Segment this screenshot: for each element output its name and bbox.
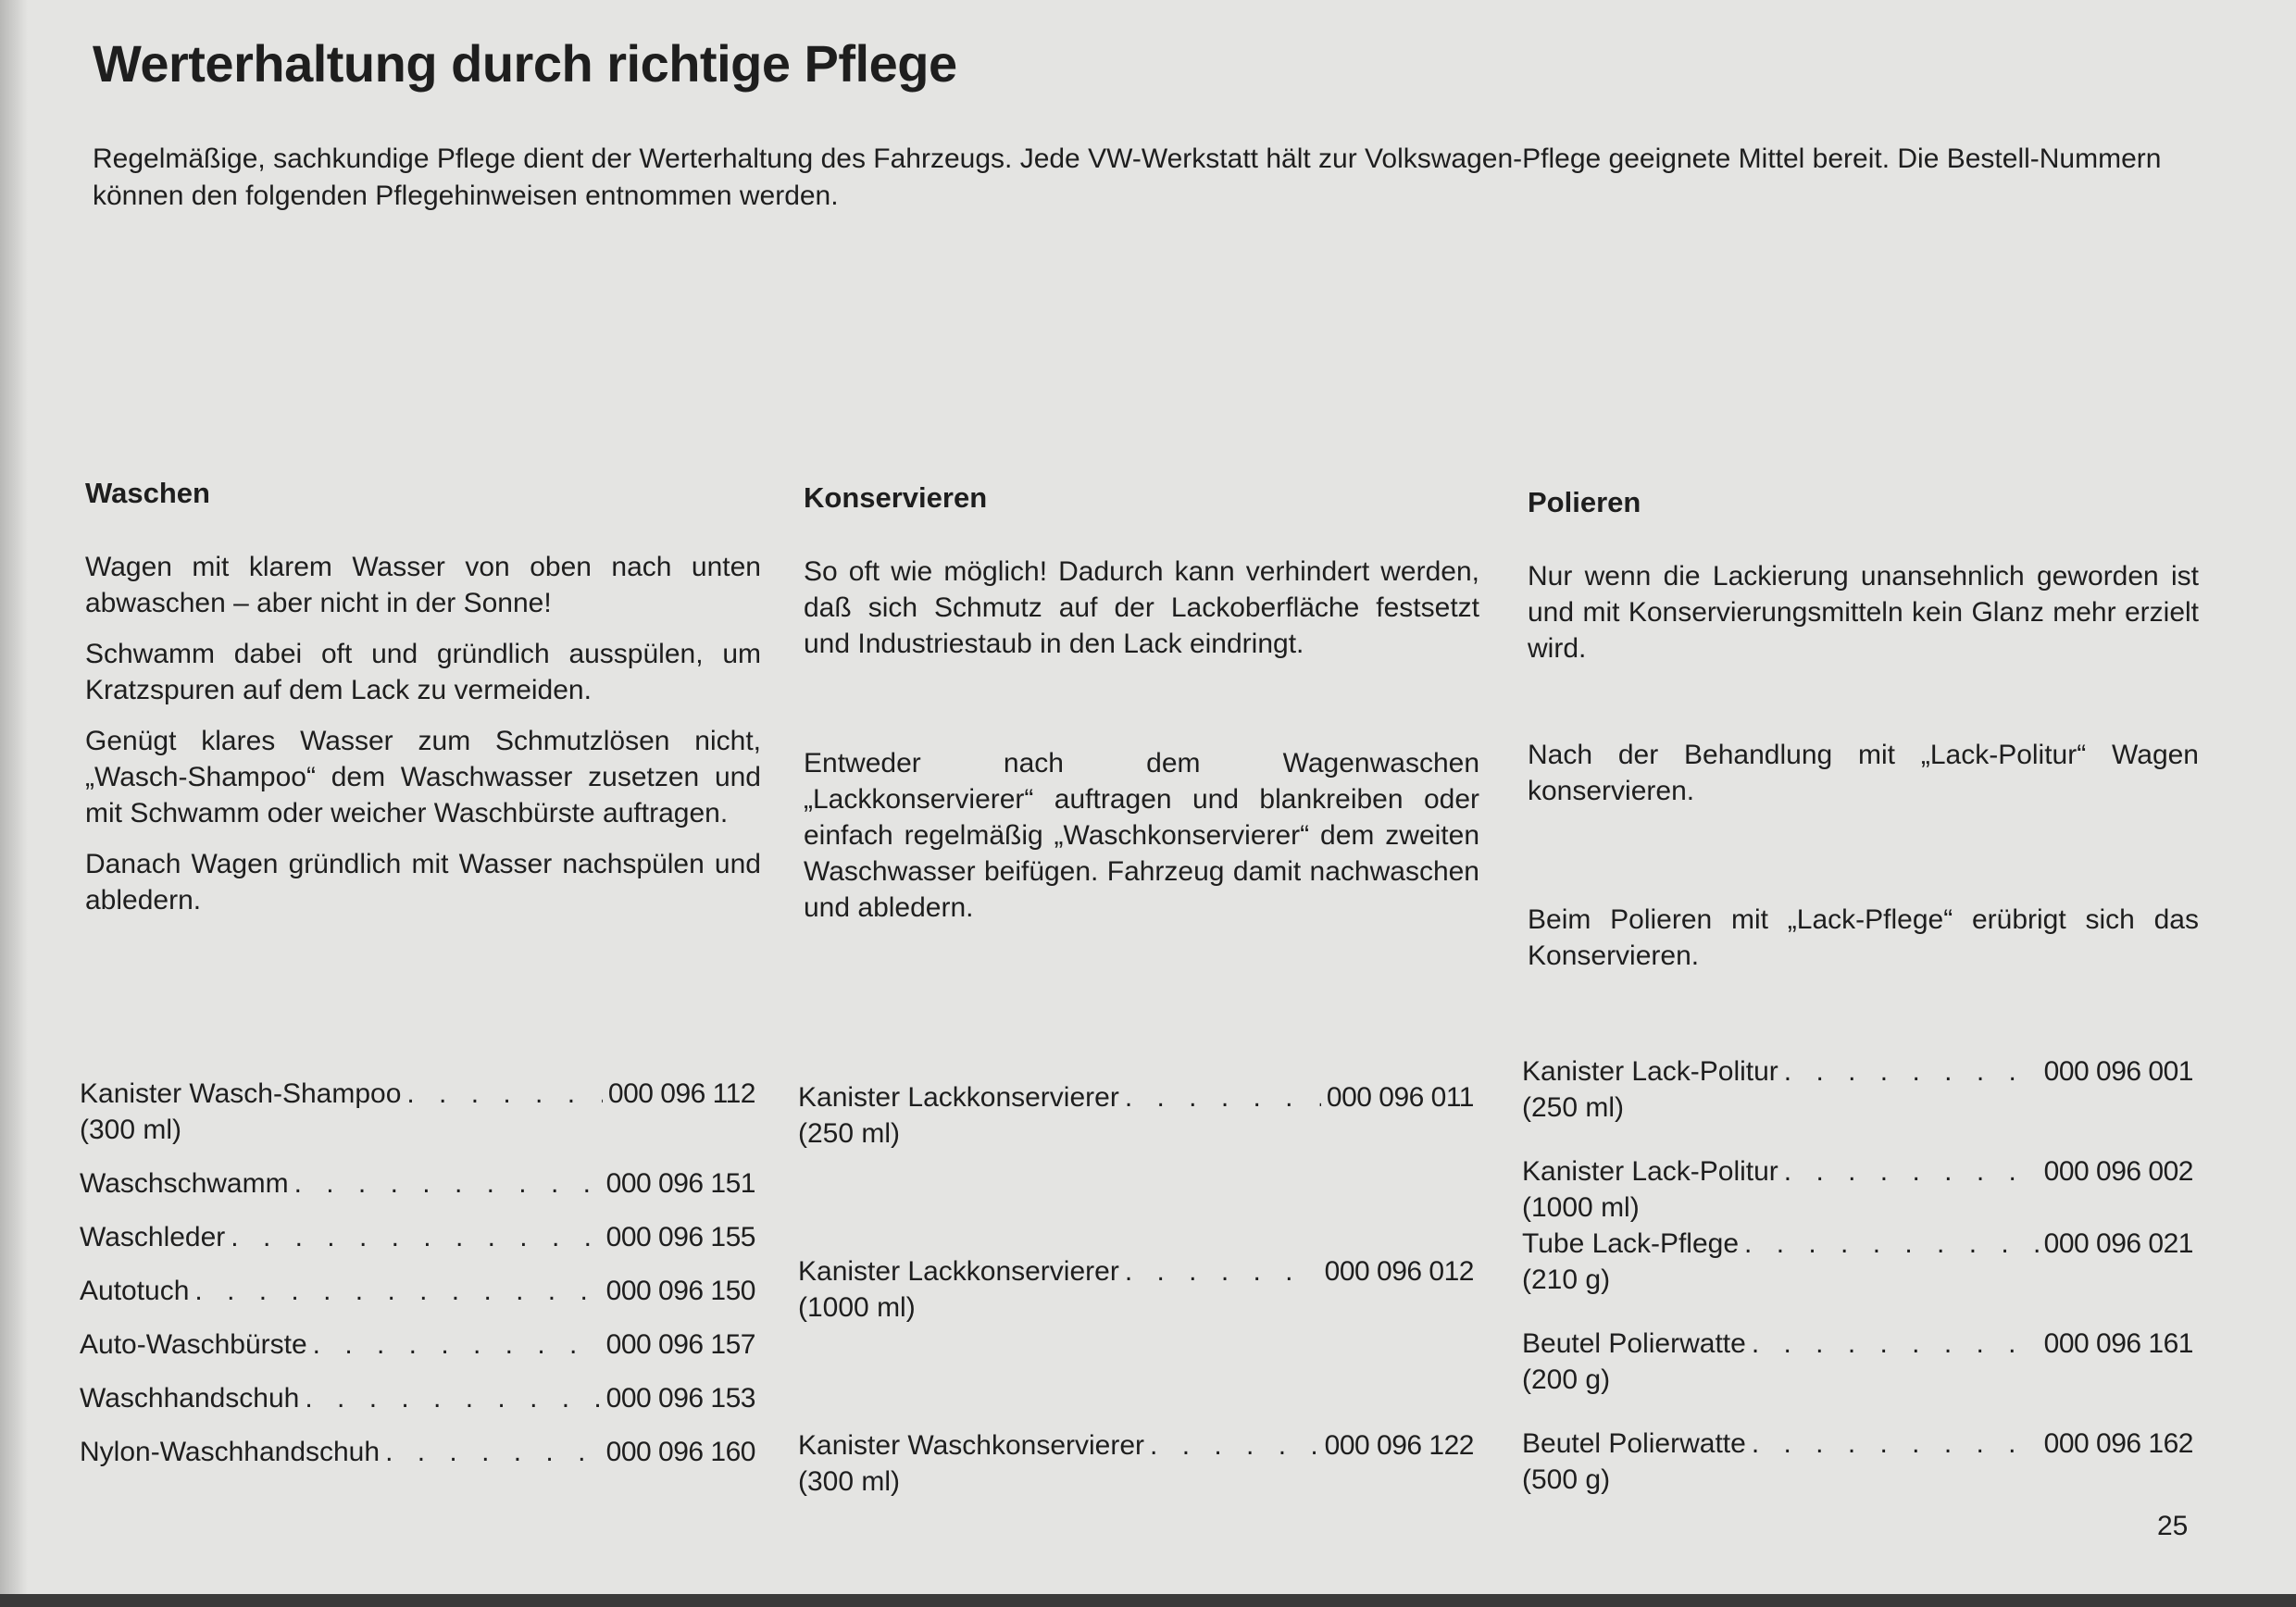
product-item	[80, 1380, 755, 1416]
product-name: Kanister Lackkonservierer	[798, 1256, 1119, 1287]
product-name: Kanister Lack-Politur	[1522, 1156, 1778, 1187]
product-item	[80, 1273, 755, 1309]
product-row	[1522, 1426, 2193, 1462]
product-size: (1000 ml)	[1522, 1192, 1640, 1223]
order-number: 000 096 122	[1324, 1430, 1474, 1461]
product-name: Kanister Lack-Politur	[1522, 1056, 1778, 1087]
dot-leader	[1784, 1053, 2039, 1090]
product-item	[80, 1076, 755, 1148]
product-row	[798, 1079, 1474, 1115]
product-item	[80, 1219, 755, 1255]
page-edge-shadow	[0, 0, 28, 1607]
body-paragraph: So oft wie möglich! Dadurch kann verhindert werden, daß sich Schmutz auf der Lackoberfläche festsetzt und Industriestaub in den Lack eindringt.	[804, 556, 1479, 659]
product-name: Kanister Waschkonservierer	[798, 1430, 1145, 1461]
order-number: 000 096 011	[1326, 1082, 1474, 1113]
section-heading: Waschen	[85, 477, 210, 509]
product-row	[80, 1380, 755, 1416]
order-number: 000 096 001	[2043, 1056, 2193, 1087]
product-size: (500 g)	[1522, 1464, 1611, 1495]
dot-leader	[305, 1380, 600, 1416]
body-paragraph: Entweder nach dem Wagenwaschen „Lackkonservierer“ auftragen und blankreiben oder einfach regelmäßig „Waschkonservierer“ dem zweiten Waschwasser beifügen. Fahrzeug damit nachwaschen und abledern.	[804, 748, 1479, 923]
order-number: 000 096 153	[605, 1383, 755, 1414]
product-row	[1522, 1053, 2193, 1090]
product-row	[80, 1327, 755, 1363]
dot-leader	[406, 1076, 603, 1112]
product-list-polieren	[1522, 1053, 2193, 1526]
product-row	[80, 1165, 755, 1202]
product-item	[1522, 1153, 2193, 1226]
product-item	[798, 1427, 1474, 1500]
product-name: Autotuch	[80, 1276, 190, 1306]
product-name: Auto-Waschbürste	[80, 1329, 307, 1360]
product-row	[1522, 1153, 2193, 1190]
column-waschen	[85, 477, 761, 933]
order-number: 000 096 157	[605, 1329, 755, 1360]
product-list-konservieren	[798, 1079, 1474, 1601]
product-size: (300 ml)	[798, 1466, 901, 1497]
dot-leader	[313, 1327, 601, 1363]
product-item	[1522, 1053, 2193, 1126]
dot-leader	[231, 1219, 600, 1255]
dot-leader	[294, 1165, 601, 1202]
order-number: 000 096 155	[605, 1222, 755, 1252]
product-name: Waschleder	[80, 1222, 226, 1252]
product-row	[80, 1273, 755, 1309]
body-paragraph: Genügt klares Wasser zum Schmutzlösen nicht, „Wasch-Shampoo“ dem Waschwasser zusetzen und mit Schwamm oder weicher Waschbürste auftragen.	[85, 726, 761, 828]
product-row	[798, 1253, 1474, 1289]
product-row	[1522, 1326, 2193, 1362]
order-number: 000 096 021	[2043, 1228, 2193, 1259]
body-paragraph: Nur wenn die Lackierung unansehnlich geworden ist und mit Konservierungsmitteln kein Glanz mehr erzielt wird.	[1528, 561, 2199, 664]
dot-leader	[1752, 1326, 2039, 1362]
dot-leader	[385, 1434, 601, 1470]
body-paragraph: Danach Wagen gründlich mit Wasser nachspülen und abledern.	[85, 849, 761, 916]
product-name: Beutel Polierwatte	[1522, 1328, 1746, 1359]
product-item	[80, 1327, 755, 1363]
product-row	[798, 1427, 1474, 1464]
order-number: 000 096 161	[2043, 1328, 2193, 1359]
dot-leader	[1784, 1153, 2039, 1190]
order-number: 000 096 002	[2043, 1156, 2193, 1187]
product-row	[80, 1076, 755, 1112]
order-number: 000 096 162	[2043, 1428, 2193, 1459]
product-name: Waschhandschuh	[80, 1383, 300, 1414]
dot-leader	[1125, 1079, 1321, 1115]
body-paragraph: Beim Polieren mit „Lack-Pflege“ erübrigt sich das Konservieren.	[1528, 904, 2199, 971]
order-number: 000 096 160	[605, 1437, 755, 1467]
column-polieren	[1528, 486, 2199, 989]
product-size: (300 ml)	[80, 1115, 182, 1145]
product-item	[798, 1253, 1474, 1326]
product-item	[1522, 1426, 2193, 1498]
order-number: 000 096 012	[1324, 1256, 1474, 1287]
product-item	[798, 1079, 1474, 1152]
product-name: Beutel Polierwatte	[1522, 1428, 1746, 1459]
dot-leader	[1125, 1253, 1319, 1289]
product-size: (1000 ml)	[798, 1292, 916, 1323]
product-name: Kanister Wasch-Shampoo	[80, 1078, 402, 1109]
dot-leader	[194, 1273, 600, 1309]
product-name: Nylon-Waschhandschuh	[80, 1437, 381, 1467]
order-number: 000 096 150	[605, 1276, 755, 1306]
body-paragraph: Nach der Behandlung mit „Lack-Politur“ Wagen konservieren.	[1528, 740, 2199, 806]
dot-leader	[1752, 1426, 2039, 1462]
product-size: (210 g)	[1522, 1264, 1611, 1295]
product-size: (250 ml)	[1522, 1092, 1625, 1123]
order-number: 000 096 151	[605, 1168, 755, 1199]
product-item	[80, 1165, 755, 1202]
body-paragraph: Schwamm dabei oft und gründlich ausspülen, um Kratzspuren auf dem Lack zu vermeiden.	[85, 639, 761, 705]
intro-paragraph: Regelmäßige, sachkundige Pflege dient der Werterhaltung des Fahrzeugs. Jede VW-Werkstatt hält zur Volkswagen-Pflege geeignete Mittel bereit. Die Bestell-Nummern können den folgenden Pflegehinweisen entnommen werden.	[93, 143, 2162, 211]
section-heading: Polieren	[1528, 486, 1641, 518]
product-name: Tube Lack-Pflege	[1522, 1228, 1740, 1259]
page-number: 25	[2157, 1511, 2189, 1541]
product-size: (200 g)	[1522, 1364, 1611, 1395]
product-name: Waschschwamm	[80, 1168, 289, 1199]
product-row	[80, 1434, 755, 1470]
section-heading: Konservieren	[804, 481, 988, 514]
product-row	[80, 1219, 755, 1255]
order-number: 000 096 112	[607, 1078, 755, 1109]
product-row	[1522, 1226, 2193, 1262]
dot-leader	[1744, 1226, 2039, 1262]
product-size: (250 ml)	[798, 1118, 901, 1149]
product-item	[1522, 1226, 2193, 1298]
product-list-waschen	[80, 1076, 755, 1488]
page-title: Werterhaltung durch richtige Pflege	[93, 34, 957, 93]
dot-leader	[1150, 1427, 1319, 1464]
body-paragraph: Wagen mit klarem Wasser von oben nach unten abwaschen – aber nicht in der Sonne!	[85, 552, 761, 618]
column-konservieren	[804, 481, 1479, 941]
product-item	[80, 1434, 755, 1470]
product-item	[1522, 1326, 2193, 1398]
product-name: Kanister Lackkonservierer	[798, 1082, 1119, 1113]
